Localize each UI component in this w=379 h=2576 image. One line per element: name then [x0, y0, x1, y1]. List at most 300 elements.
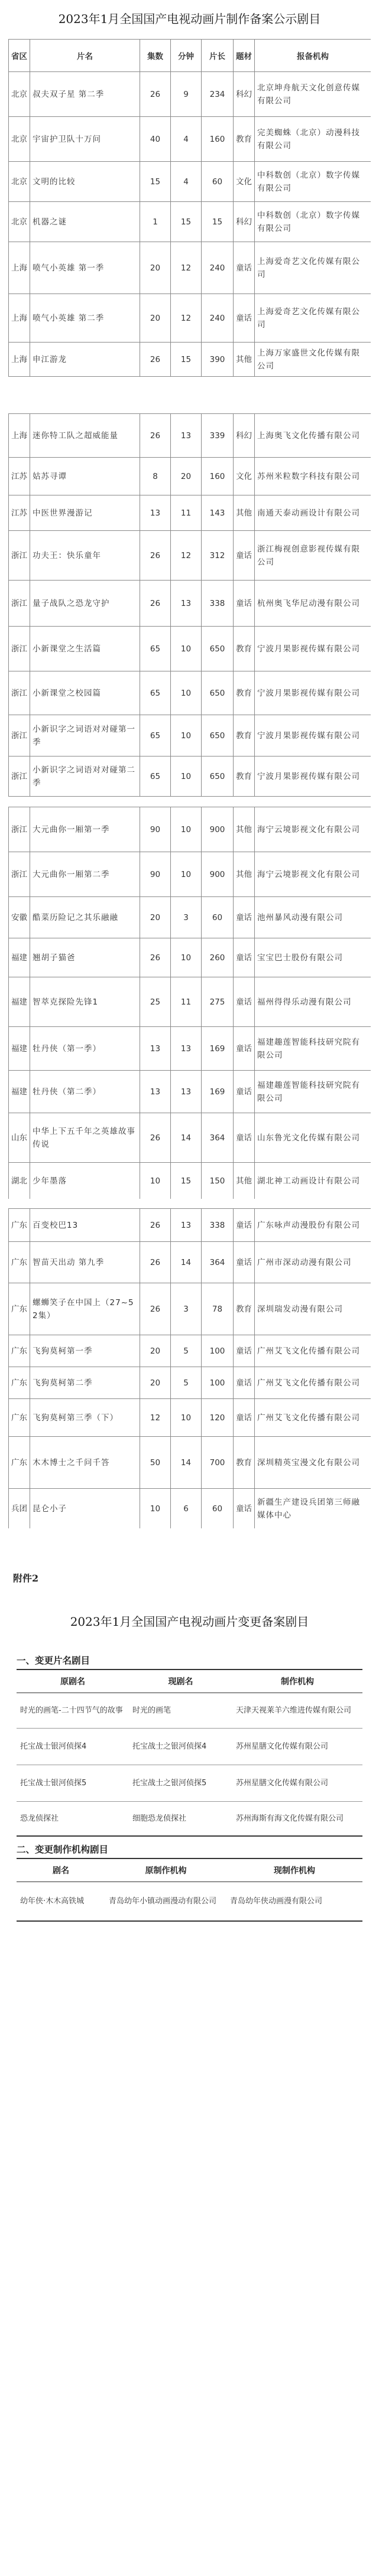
minutes-cell: 14 [171, 1113, 202, 1163]
episodes-cell: 12 [140, 1399, 171, 1437]
genre-cell: 科幻 [234, 202, 255, 242]
province-cell: 福建 [9, 938, 30, 977]
old-name-cell: 托宝战士银河侦探5 [17, 1765, 129, 1802]
org-cell: 山东鲁光文化传媒有限公司 [255, 1113, 371, 1163]
org-cell: 广州艾飞文化传播有限公司 [255, 1335, 371, 1367]
episodes-cell: 26 [140, 1113, 171, 1163]
length-cell: 900 [202, 807, 234, 852]
org-cell: 深圳瑞发动漫有限公司 [255, 1283, 371, 1335]
length-cell: 100 [202, 1367, 234, 1399]
length-cell: 364 [202, 1242, 234, 1283]
episodes-cell: 20 [140, 1335, 171, 1367]
producer-cell: 苏州星膳文化传媒有限公司 [232, 1765, 362, 1802]
header-title: 剧名 [17, 1858, 105, 1882]
genre-cell: 童话 [234, 1027, 255, 1071]
org-cell: 广州市深动动漫有限公司 [255, 1242, 371, 1283]
province-cell: 浙江 [9, 757, 30, 797]
genre-cell: 教育 [234, 1283, 255, 1335]
name-cell: 牡丹侠（第二季） [30, 1071, 140, 1113]
name-cell: 申江游龙 [30, 343, 140, 377]
name-cell: 机器之谜 [30, 202, 140, 242]
province-cell: 浙江 [9, 581, 30, 627]
table-row [17, 1765, 362, 1802]
new-name-cell: 托宝战士之银河侦探5 [129, 1765, 232, 1802]
old-name-cell: 托宝战士银河侦探4 [17, 1729, 129, 1765]
name-cell: 少年墨落 [30, 1163, 140, 1199]
table-row [9, 242, 371, 294]
length-cell: 900 [202, 852, 234, 897]
minutes-cell: 10 [171, 627, 202, 671]
length-cell: 78 [202, 1283, 234, 1335]
province-cell: 上海 [9, 242, 30, 294]
minutes-cell: 10 [171, 715, 202, 757]
province-cell: 广东 [9, 1399, 30, 1437]
header-length: 片长 [202, 40, 234, 72]
table-row [9, 1027, 371, 1071]
table-row [9, 1399, 371, 1437]
genre-cell: 教育 [234, 627, 255, 671]
name-cell: 百变校巴13 [30, 1209, 140, 1242]
province-cell: 福建 [9, 977, 30, 1027]
province-cell: 浙江 [9, 807, 30, 852]
minutes-cell: 12 [171, 294, 202, 343]
length-cell: 650 [202, 671, 234, 715]
name-cell: 飞狗莫柯第二季 [30, 1367, 140, 1399]
org-cell: 深圳精英宝漫文化有限公司 [255, 1437, 371, 1489]
name-cell: 飞狗莫柯第三季（下） [30, 1399, 140, 1437]
producer-cell: 苏州星膳文化传媒有限公司 [232, 1729, 362, 1765]
new-name-cell: 托宝战士之银河侦探4 [129, 1729, 232, 1765]
header-genre: 题材 [234, 40, 255, 72]
genre-cell: 文化 [234, 162, 255, 202]
province-cell: 广东 [9, 1367, 30, 1399]
episodes-cell: 15 [140, 162, 171, 202]
minutes-cell: 12 [171, 242, 202, 294]
table-row [9, 1283, 371, 1335]
episodes-cell: 10 [140, 1163, 171, 1199]
length-cell: 150 [202, 1163, 234, 1199]
name-cell: 文明的比较 [30, 162, 140, 202]
province-cell: 广东 [9, 1242, 30, 1283]
table-row [9, 495, 371, 531]
table-row [9, 1242, 371, 1283]
genre-cell: 童话 [234, 1242, 255, 1283]
length-cell: 338 [202, 1209, 234, 1242]
length-cell: 240 [202, 242, 234, 294]
name-cell: 翘胡子猫爸 [30, 938, 140, 977]
length-cell: 650 [202, 715, 234, 757]
episodes-cell: 26 [140, 343, 171, 377]
record-table [8, 807, 371, 1199]
header-original-producer: 原制作机构 [105, 1858, 226, 1882]
record-table [8, 413, 371, 797]
minutes-cell: 13 [171, 414, 202, 458]
table-row [9, 117, 371, 162]
length-cell: 100 [202, 1335, 234, 1367]
episodes-cell: 26 [140, 1242, 171, 1283]
record-table [8, 1208, 371, 1528]
length-cell: 169 [202, 1027, 234, 1071]
province-cell: 广东 [9, 1209, 30, 1242]
minutes-cell: 15 [171, 343, 202, 377]
length-cell: 169 [202, 1071, 234, 1113]
province-cell: 湖北 [9, 1163, 30, 1199]
minutes-cell: 10 [171, 938, 202, 977]
genre-cell: 童话 [234, 1335, 255, 1367]
minutes-cell: 5 [171, 1335, 202, 1367]
episodes-cell: 20 [140, 242, 171, 294]
org-cell: 宁波月果影视传媒有限公司 [255, 715, 371, 757]
genre-cell: 其他 [234, 852, 255, 897]
episodes-cell: 25 [140, 977, 171, 1027]
table-row [9, 897, 371, 938]
org-cell: 北京坤舟航天文化创意传媒有限公司 [255, 72, 371, 117]
minutes-cell: 15 [171, 1163, 202, 1199]
name-cell: 小新课堂之校园篇 [30, 671, 140, 715]
table-header-row [9, 40, 371, 72]
table-row [9, 1489, 371, 1529]
name-cell: 中医世界漫游记 [30, 495, 140, 531]
episodes-cell: 65 [140, 757, 171, 797]
episodes-cell: 26 [140, 581, 171, 627]
province-cell: 福建 [9, 1071, 30, 1113]
province-cell: 兵团 [9, 1489, 30, 1529]
org-cell: 宁波月果影视传媒有限公司 [255, 627, 371, 671]
org-cell: 福州得得乐动漫有限公司 [255, 977, 371, 1027]
episodes-cell: 26 [140, 531, 171, 581]
header-minutes: 分钟 [171, 40, 202, 72]
name-cell: 小新课堂之生活篇 [30, 627, 140, 671]
table-row [9, 414, 371, 458]
org-cell: 海宁云境影视文化有限公司 [255, 852, 371, 897]
table-row [17, 1729, 362, 1765]
old-name-cell: 恐龙侦探社 [17, 1802, 129, 1836]
org-cell: 宁波月果影视传媒有限公司 [255, 671, 371, 715]
province-cell: 浙江 [9, 627, 30, 671]
name-cell: 智萃克探险先锋1 [30, 977, 140, 1027]
name-cell: 喷气小英雄 第二季 [30, 294, 140, 343]
table-row [17, 1802, 362, 1836]
minutes-cell: 4 [171, 117, 202, 162]
header-province: 省区 [9, 40, 30, 72]
province-cell: 广东 [9, 1437, 30, 1489]
minutes-cell: 15 [171, 202, 202, 242]
producer-change-header-row [17, 1858, 362, 1882]
org-cell: 苏州米粒数字科技有限公司 [255, 458, 371, 495]
length-cell: 364 [202, 1113, 234, 1163]
table-panel-2 [8, 413, 371, 797]
episodes-cell: 26 [140, 72, 171, 117]
name-cell: 大元曲你一厢第二季 [30, 852, 140, 897]
province-cell: 江苏 [9, 495, 30, 531]
header-episodes: 集数 [140, 40, 171, 72]
table-panel-4 [8, 1208, 371, 1528]
minutes-cell: 10 [171, 671, 202, 715]
name-cell: 宇宙护卫队十万问 [30, 117, 140, 162]
name-cell: 螺蛳笑子在中国上（27~52集） [30, 1283, 140, 1335]
length-cell: 160 [202, 117, 234, 162]
header-org: 报备机构 [255, 40, 371, 72]
table-panel-1 [8, 39, 371, 404]
new-name-cell: 细胞恐龙侦探社 [129, 1802, 232, 1836]
org-cell: 宁波月果影视传媒有限公司 [255, 757, 371, 797]
genre-cell: 教育 [234, 117, 255, 162]
table-row [9, 72, 371, 117]
minutes-cell: 3 [171, 1283, 202, 1335]
section-producer-change-heading: 二、变更制作机构剧目 [17, 1844, 109, 1855]
table-row [9, 1163, 371, 1199]
table-row [9, 977, 371, 1027]
name-cell: 酷菜历险记之其乐融融 [30, 897, 140, 938]
org-cell: 湖北神工动画设计有限公司 [255, 1163, 371, 1199]
table-row [9, 343, 371, 377]
table-row [9, 852, 371, 897]
org-cell: 杭州奥飞华尼动漫有限公司 [255, 581, 371, 627]
length-cell: 120 [202, 1399, 234, 1437]
name-cell: 智苗天出动 第九季 [30, 1242, 140, 1283]
length-cell: 60 [202, 162, 234, 202]
episodes-cell: 50 [140, 1437, 171, 1489]
header-old-name: 原剧名 [17, 1669, 129, 1693]
section-rename-heading: 一、变更片名剧目 [17, 1655, 90, 1666]
original-producer-cell: 青岛幼年小镇动画漫动有限公司 [105, 1882, 226, 1921]
episodes-cell: 1 [140, 202, 171, 242]
episodes-cell: 65 [140, 715, 171, 757]
genre-cell: 童话 [234, 897, 255, 938]
genre-cell: 童话 [234, 977, 255, 1027]
length-cell: 60 [202, 1489, 234, 1529]
province-cell: 北京 [9, 202, 30, 242]
org-cell: 上海万家盛世文化传媒有限公司 [255, 343, 371, 377]
org-cell: 福建趣莲智能科技研究院有限公司 [255, 1071, 371, 1113]
name-cell: 小新识字之词语对对碰第二季 [30, 757, 140, 797]
genre-cell: 童话 [234, 938, 255, 977]
table-row [9, 715, 371, 757]
province-cell: 广东 [9, 1335, 30, 1367]
record-table [8, 39, 371, 377]
table-row [9, 531, 371, 581]
minutes-cell: 10 [171, 757, 202, 797]
name-cell: 叔夫双子星 第二季 [30, 72, 140, 117]
province-cell: 福建 [9, 1027, 30, 1071]
minutes-cell: 10 [171, 852, 202, 897]
minutes-cell: 13 [171, 581, 202, 627]
table-panel-3 [8, 807, 371, 1199]
table-row [9, 757, 371, 797]
province-cell: 上海 [9, 343, 30, 377]
org-cell: 池州暴风动漫有限公司 [255, 897, 371, 938]
episodes-cell: 65 [140, 627, 171, 671]
province-cell: 江苏 [9, 458, 30, 495]
minutes-cell: 13 [171, 1071, 202, 1113]
genre-cell: 科幻 [234, 414, 255, 458]
length-cell: 338 [202, 581, 234, 627]
annex-title: 2023年1月全国国产电视动画片变更备案剧目 [70, 1615, 309, 1629]
length-cell: 143 [202, 495, 234, 531]
province-cell: 浙江 [9, 531, 30, 581]
province-cell: 浙江 [9, 715, 30, 757]
name-cell: 飞狗莫柯第一季 [30, 1335, 140, 1367]
producer-cell: 苏州海斯有海文化传媒有限公司 [232, 1802, 362, 1836]
episodes-cell: 13 [140, 495, 171, 531]
genre-cell: 教育 [234, 715, 255, 757]
name-cell: 昆仑小子 [30, 1489, 140, 1529]
table-row [9, 807, 371, 852]
table-row [9, 1071, 371, 1113]
province-cell: 北京 [9, 72, 30, 117]
episodes-cell: 90 [140, 807, 171, 852]
name-cell: 迷你特工队之超威能量 [30, 414, 140, 458]
length-cell: 700 [202, 1437, 234, 1489]
province-cell: 上海 [9, 414, 30, 458]
table-row [9, 1437, 371, 1489]
episodes-cell: 20 [140, 294, 171, 343]
current-producer-cell: 青岛幼年侠动画漫有限公司 [226, 1882, 362, 1921]
rename-table [17, 1669, 362, 1837]
genre-cell: 教育 [234, 1437, 255, 1489]
province-cell: 浙江 [9, 852, 30, 897]
genre-cell: 童话 [234, 1071, 255, 1113]
table-row [9, 581, 371, 627]
page-title: 2023年1月全国国产电视动画片制作备案公示剧目 [58, 11, 321, 26]
episodes-cell: 26 [140, 938, 171, 977]
name-cell: 功夫王：快乐童年 [30, 531, 140, 581]
genre-cell: 其他 [234, 495, 255, 531]
table-row [9, 1367, 371, 1399]
table-row [9, 1335, 371, 1367]
org-cell: 上海奥飞文化传播有限公司 [255, 414, 371, 458]
episodes-cell: 13 [140, 1027, 171, 1071]
province-cell: 北京 [9, 117, 30, 162]
table-row [9, 671, 371, 715]
org-cell: 海宁云境影视文化有限公司 [255, 807, 371, 852]
genre-cell: 童话 [234, 1399, 255, 1437]
length-cell: 650 [202, 757, 234, 797]
province-cell: 北京 [9, 162, 30, 202]
name-cell: 喷气小英雄 第一季 [30, 242, 140, 294]
province-cell: 上海 [9, 294, 30, 343]
table-row [9, 1113, 371, 1163]
episodes-cell: 10 [140, 1489, 171, 1529]
name-cell: 大元曲你一厢第一季 [30, 807, 140, 852]
header-new-name: 现剧名 [129, 1669, 232, 1693]
org-cell: 完美蜘蛛（北京）动漫科技有限公司 [255, 117, 371, 162]
length-cell: 339 [202, 414, 234, 458]
name-cell: 牡丹侠（第一季） [30, 1027, 140, 1071]
name-cell: 中华上下五千年之英雄故事传说 [30, 1113, 140, 1163]
episodes-cell: 20 [140, 897, 171, 938]
genre-cell: 童话 [234, 581, 255, 627]
minutes-cell: 3 [171, 897, 202, 938]
table-row [17, 1882, 362, 1921]
genre-cell: 其他 [234, 1163, 255, 1199]
org-cell: 广州艾飞文化传播有限公司 [255, 1399, 371, 1437]
minutes-cell: 12 [171, 531, 202, 581]
org-cell: 上海爱奇艺文化传媒有限公司 [255, 294, 371, 343]
minutes-cell: 4 [171, 162, 202, 202]
episodes-cell: 20 [140, 1367, 171, 1399]
org-cell: 南通天泰动画设计有限公司 [255, 495, 371, 531]
minutes-cell: 11 [171, 977, 202, 1027]
length-cell: 312 [202, 531, 234, 581]
episodes-cell: 90 [140, 852, 171, 897]
org-cell: 新疆生产建设兵团第三师融媒体中心 [255, 1489, 371, 1529]
name-cell: 量子战队之恐龙守护 [30, 581, 140, 627]
org-cell: 上海爱奇艺文化传媒有限公司 [255, 242, 371, 294]
name-cell: 木木博士之千问千答 [30, 1437, 140, 1489]
episodes-cell: 26 [140, 1283, 171, 1335]
title-cell: 幼年侠·木木高铁城 [17, 1882, 105, 1921]
table-row [9, 458, 371, 495]
genre-cell: 文化 [234, 458, 255, 495]
org-cell: 宝宝巴士股份有限公司 [255, 938, 371, 977]
genre-cell: 童话 [234, 1113, 255, 1163]
org-cell: 中科数创（北京）数字传媒有限公司 [255, 162, 371, 202]
genre-cell: 童话 [234, 1367, 255, 1399]
table-row [9, 938, 371, 977]
minutes-cell: 11 [171, 495, 202, 531]
length-cell: 60 [202, 897, 234, 938]
header-name: 片名 [30, 40, 140, 72]
minutes-cell: 13 [171, 1027, 202, 1071]
annex-label: 附件2 [13, 1573, 39, 1584]
length-cell: 275 [202, 977, 234, 1027]
minutes-cell: 9 [171, 72, 202, 117]
org-cell: 福建趣莲智能科技研究院有限公司 [255, 1027, 371, 1071]
genre-cell: 教育 [234, 757, 255, 797]
table-row [9, 294, 371, 343]
province-cell: 山东 [9, 1113, 30, 1163]
name-cell: 姑苏寻谭 [30, 458, 140, 495]
province-cell: 广东 [9, 1283, 30, 1335]
episodes-cell: 65 [140, 671, 171, 715]
length-cell: 650 [202, 627, 234, 671]
org-cell: 浙江梅视创意影视传媒有限公司 [255, 531, 371, 581]
episodes-cell: 26 [140, 1209, 171, 1242]
header-current-producer: 现制作机构 [226, 1858, 362, 1882]
province-cell: 浙江 [9, 671, 30, 715]
genre-cell: 其他 [234, 343, 255, 377]
minutes-cell: 20 [171, 458, 202, 495]
province-cell: 安徽 [9, 897, 30, 938]
length-cell: 390 [202, 343, 234, 377]
genre-cell: 其他 [234, 807, 255, 852]
episodes-cell: 8 [140, 458, 171, 495]
length-cell: 160 [202, 458, 234, 495]
table-row [9, 627, 371, 671]
length-cell: 240 [202, 294, 234, 343]
table-row [9, 1209, 371, 1242]
episodes-cell: 26 [140, 414, 171, 458]
minutes-cell: 5 [171, 1367, 202, 1399]
rename-header-row [17, 1669, 362, 1693]
minutes-cell: 10 [171, 1399, 202, 1437]
length-cell: 234 [202, 72, 234, 117]
minutes-cell: 14 [171, 1242, 202, 1283]
table-row [9, 202, 371, 242]
org-cell: 广州艾飞文化传播有限公司 [255, 1367, 371, 1399]
genre-cell: 童话 [234, 531, 255, 581]
minutes-cell: 6 [171, 1489, 202, 1529]
minutes-cell: 13 [171, 1209, 202, 1242]
old-name-cell: 时光的画笔-二十四节气的故事 [17, 1693, 129, 1729]
minutes-cell: 10 [171, 807, 202, 852]
genre-cell: 童话 [234, 1209, 255, 1242]
minutes-cell: 14 [171, 1437, 202, 1489]
genre-cell: 童话 [234, 1489, 255, 1529]
episodes-cell: 40 [140, 117, 171, 162]
producer-cell: 天津天视莱羊六维进传媒有限公司 [232, 1693, 362, 1729]
